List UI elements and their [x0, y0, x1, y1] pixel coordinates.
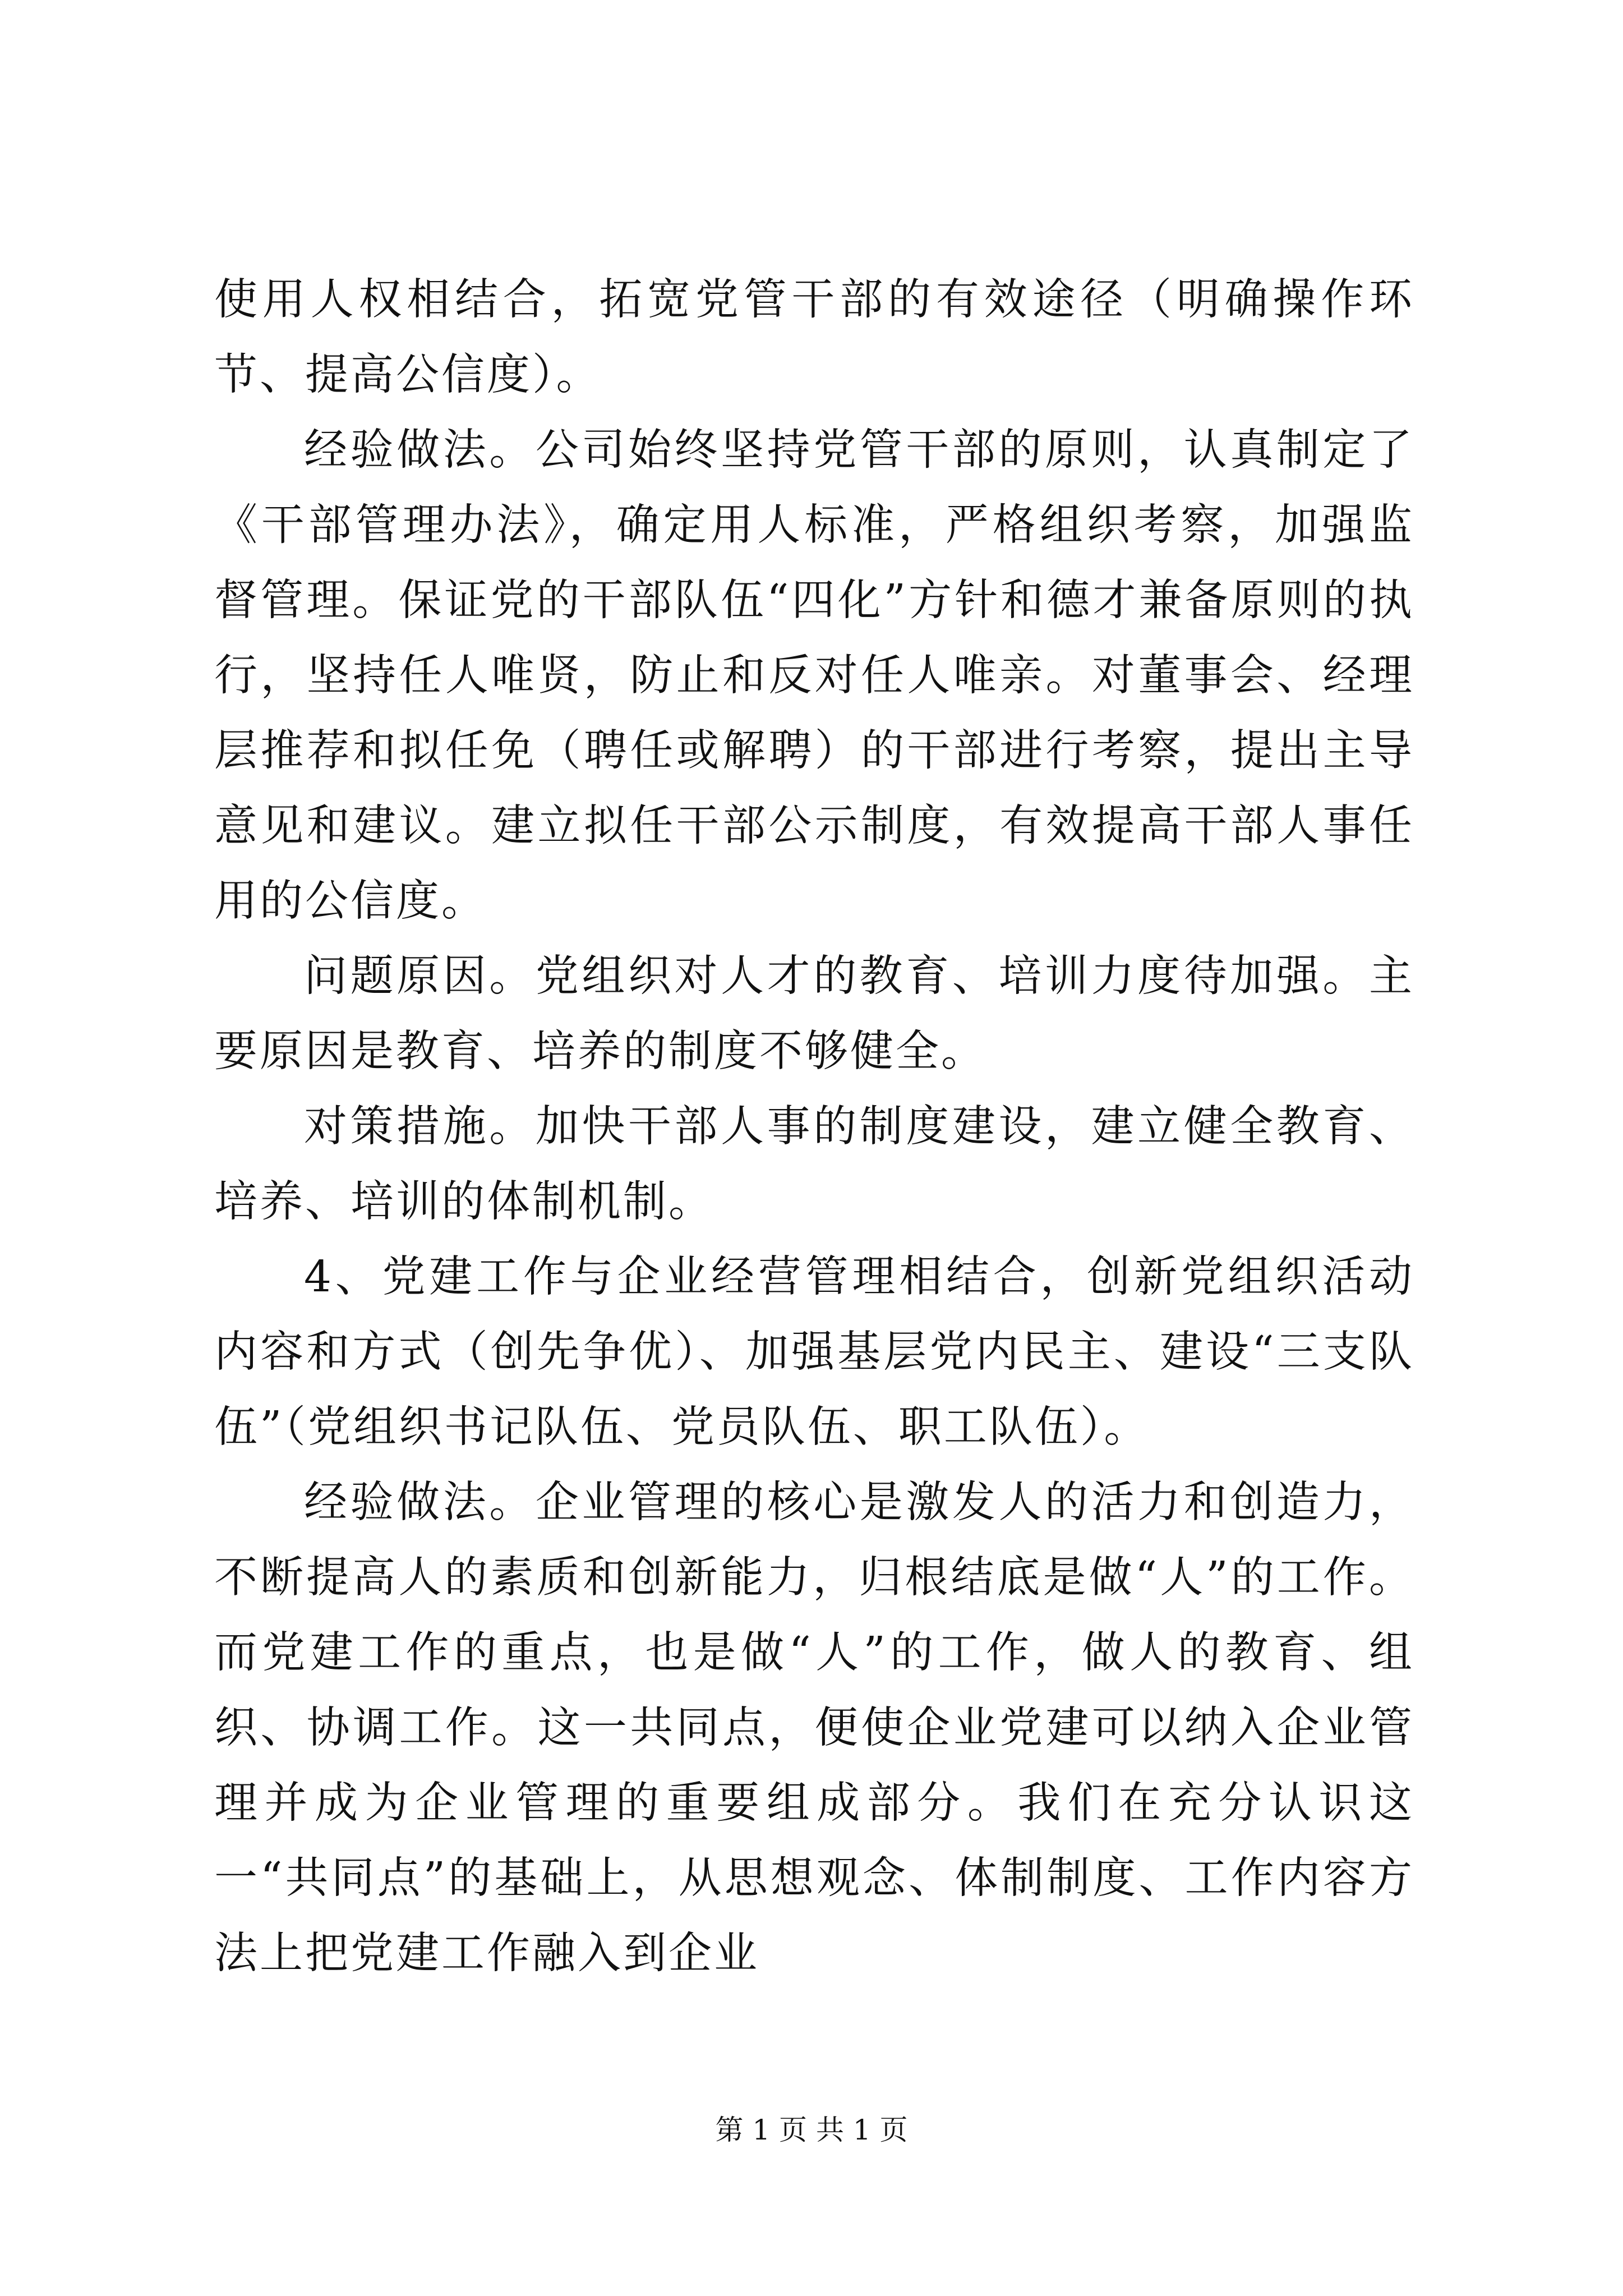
page-footer: 第 1 页 共 1 页: [715, 2114, 908, 2146]
paragraph-experience-1: 经验做法。公司始终坚持党管干部的原则，认真制定了《干部管理办法》，确定用人标准，严格组织考察，加强监督管理。保证党的干部队伍“四化”方针和德才兼备原则的执行，坚持任人唯贤，防止和反对任人唯亲。对董事会、经理层推荐和拟任免（聘任或解聘）的干部进行考察，提出主导意见和建议。建立拟任干部公示制度，有效提高干部人事任用的公信度。: [214, 425, 1414, 926]
document-body: [214, 263, 1414, 1991]
paragraph-continuation: 使用人权相结合，拓宽党管干部的有效途径（明确操作环节、提高公信度）。: [214, 275, 1414, 400]
paragraph-countermeasure: 对策措施。加快干部人事的制度建设，建立健全教育、培养、培训的体制机制。: [214, 1102, 1414, 1227]
paragraph-experience-2: 经验做法。企业管理的核心是激发人的活力和创造力，不断提高人的素质和创新能力，归根结底是做“人”的工作。而党建工作的重点，也是做“人”的工作，做人的教育、组织、协调工作。这一共同点，便使企业党建可以纳入企业管理并成为企业管理的重要组成部分。我们在充分认识这一“共同点”的基础上，从思想观念、体制制度、工作内容方法上把党建工作融入到企业: [214, 1478, 1414, 1978]
paragraph-problem-cause: 问题原因。党组织对人才的教育、培训力度待加强。主要原因是教育、培养的制度不够健全。: [214, 951, 1414, 1076]
paragraph-item-4: 4、党建工作与企业经营管理相结合，创新党组织活动内容和方式（创先争优）、加强基层党内民主、建设“三支队伍”（党组织书记队伍、党员队伍、职工队伍）。: [214, 1252, 1414, 1452]
